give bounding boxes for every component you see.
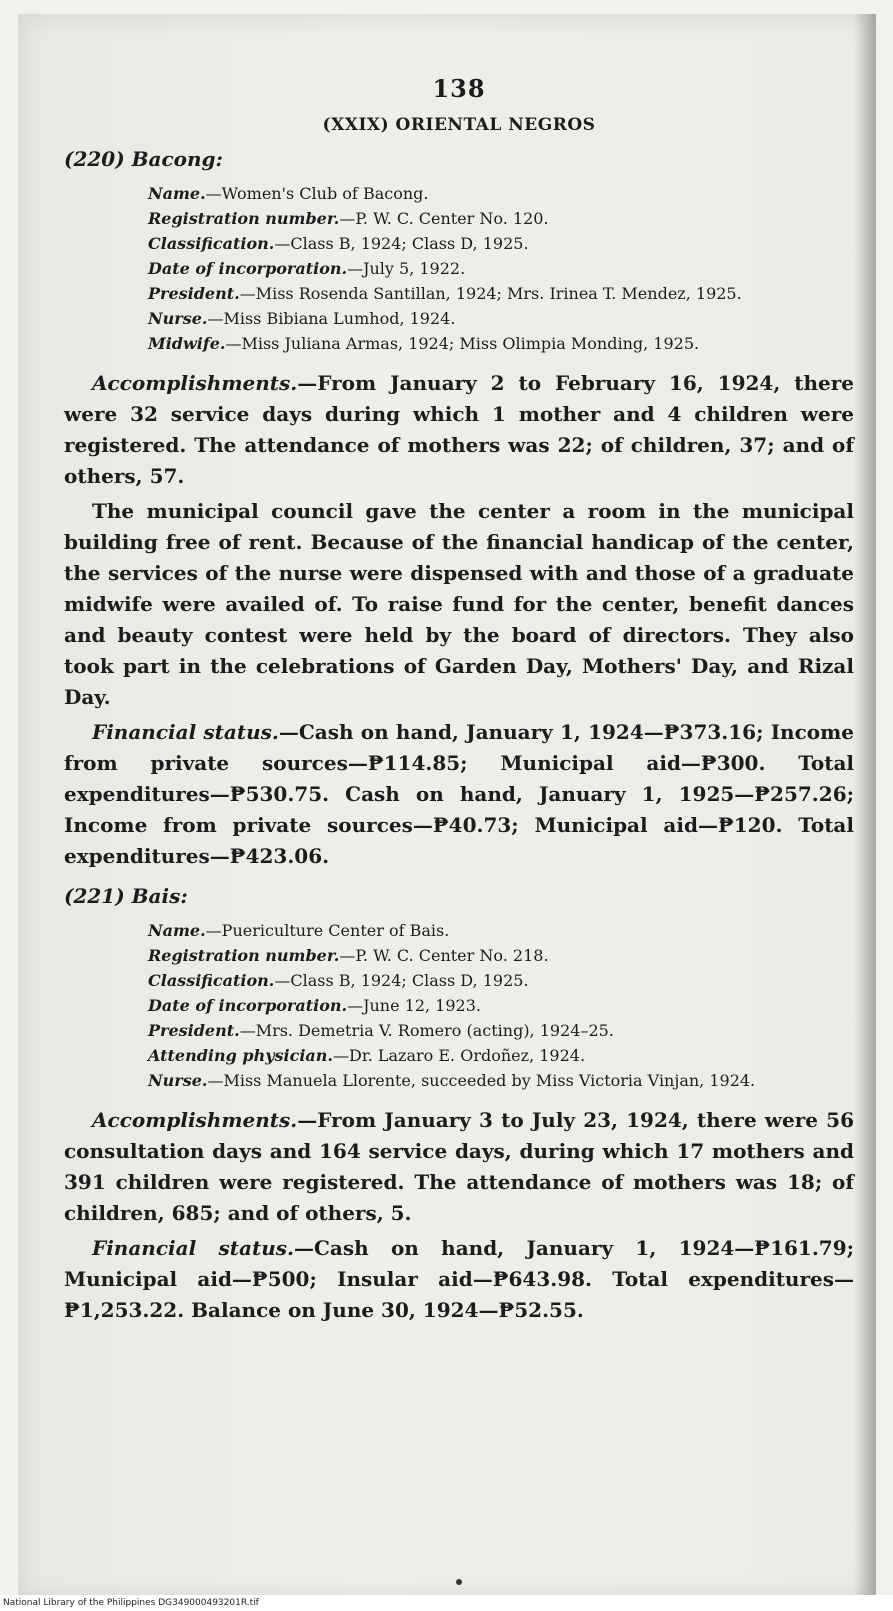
entry-details-bais xyxy=(148,918,854,1093)
detail-registration: Registration number.—P. W. C. Center No. 218. xyxy=(148,946,549,965)
detail-classification: Classification.—Class B, 1924; Class D, 1925. xyxy=(148,234,529,253)
detail-name: Name.—Women's Club of Bacong. xyxy=(148,184,429,203)
accomplishments-paragraph-bacong: Accomplishments.—From January 2 to February 16, 1924, there were 32 service days during which 1 mother and 4 children were registered. The attendance of mothers was 22; of children, 37; and of others, 57. xyxy=(64,371,854,488)
detail-president: President.—Mrs. Demetria V. Romero (acting), 1924–25. xyxy=(148,1021,614,1040)
detail-registration: Registration number.—P. W. C. Center No. 120. xyxy=(148,209,549,228)
page-content xyxy=(64,74,854,1330)
accomplishments-paragraph-bais: Accomplishments.—From January 3 to July 23, 1924, there were 56 consultation days and 164 service days, during which 17 mothers and 391 children were registered. The attendance of mothers was 18; of children, 685; and of others, 5. xyxy=(64,1108,854,1225)
detail-incorporation: Date of incorporation.—June 12, 1923. xyxy=(148,996,481,1015)
page-shadow-edge xyxy=(854,14,876,1599)
detail-name: Name.—Puericulture Center of Bais. xyxy=(148,921,450,940)
financial-paragraph-bais: Financial status.—Cash on hand, January 1, 1924—₱161.79; Municipal aid—₱500; Insular aid—₱643.98. Total expenditures—₱1,253.22. Balance on June 30, 1924—₱52.55. xyxy=(64,1236,854,1322)
book-page xyxy=(18,14,876,1599)
detail-classification: Classification.—Class B, 1924; Class D, 1925. xyxy=(148,971,529,990)
detail-midwife: Midwife.—Miss Juliana Armas, 1924; Miss Olimpia Monding, 1925. xyxy=(148,334,700,353)
detail-nurse: Nurse.—Miss Manuela Llorente, succeeded by Miss Victoria Vinjan, 1924. xyxy=(148,1071,756,1090)
council-paragraph-bacong: The municipal council gave the center a room in the municipal building free of rent. Because of the financial handicap of the center, the services of the nurse were dispensed with and those of a graduate midwife were availed of. To raise fund for the center, benefit dances and beauty contest were held by the board of directors. They also took part in the celebrations of Garden Day, Mothers' Day, and Rizal Day. xyxy=(64,499,854,709)
detail-incorporation: Date of incorporation.—July 5, 1922. xyxy=(148,259,466,278)
detail-president: President.—Miss Rosenda Santillan, 1924; Mrs. Irinea T. Mendez, 1925. xyxy=(148,284,742,303)
entry-title-bais: (221) Bais: xyxy=(64,884,188,908)
detail-physician: Attending physician.—Dr. Lazaro E. Ordoñez, 1924. xyxy=(148,1046,586,1065)
entry-title-bacong: (220) Bacong: xyxy=(64,147,223,171)
page-number: 138 xyxy=(432,74,486,103)
entry-details-bacong xyxy=(148,181,854,356)
financial-paragraph-bacong: Financial status.—Cash on hand, January 1, 1924—₱373.16; Income from private sources—₱114.85; Municipal aid—₱300. Total expenditures—₱530.75. Cash on hand, January 1, 1925—₱257.26; Income from private sources—₱40.73; Municipal aid—₱120. Total expenditures—₱423.06. xyxy=(64,720,855,868)
scan-footer: National Library of the Philippines DG349000493201R.tif xyxy=(0,1595,893,1611)
printer-dot xyxy=(456,1579,462,1585)
section-title: (XXIX) ORIENTAL NEGROS xyxy=(322,115,596,135)
detail-nurse: Nurse.—Miss Bibiana Lumhod, 1924. xyxy=(148,309,456,328)
